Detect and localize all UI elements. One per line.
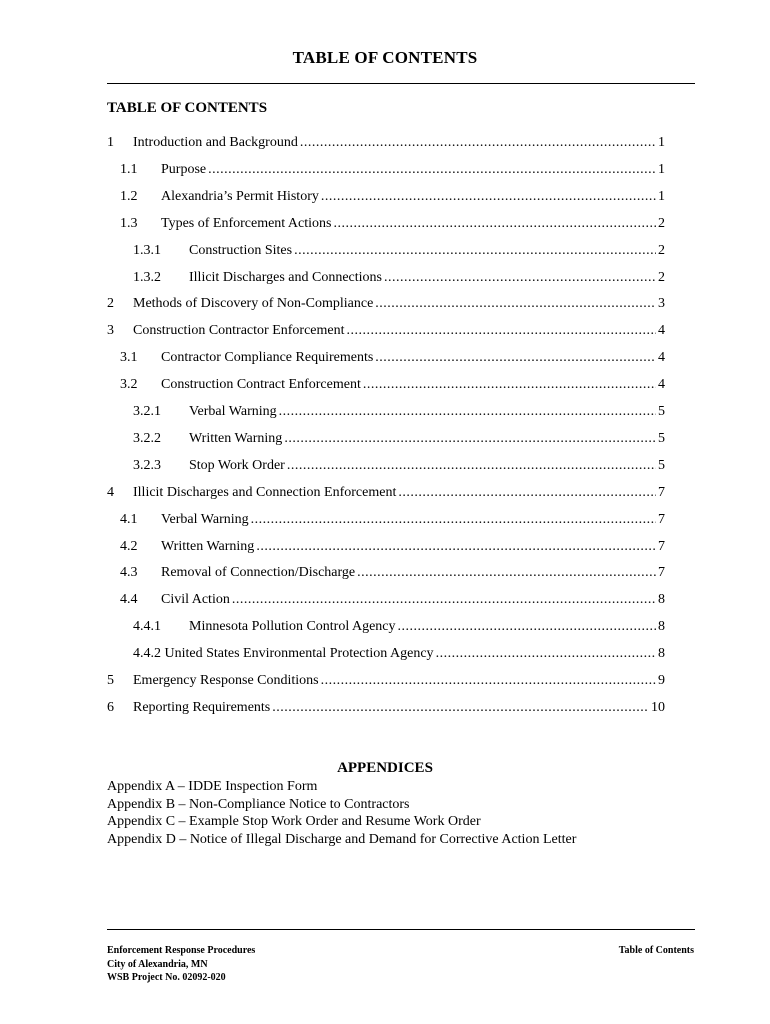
toc-dot-leader [287, 455, 656, 477]
toc-entry-number: 3 [107, 323, 114, 339]
toc-entry-number: 3.2 [120, 377, 138, 393]
toc-entry-title: Emergency Response Conditions [133, 673, 319, 688]
toc-entry-title: United States Environmental Protection Agency [164, 646, 434, 662]
toc-entry-title: Construction Contractor Enforcement [133, 323, 345, 339]
toc-entry-page: 7 [658, 484, 665, 500]
footer-left [107, 944, 255, 985]
toc-entry-page: 1 [658, 135, 665, 150]
toc-entry-page: 7 [658, 538, 665, 554]
toc-entry-number: 3.2.2 [133, 430, 161, 446]
toc-entry[interactable] [0, 320, 770, 342]
toc-dot-leader [375, 347, 656, 369]
toc-entry-page: 2 [658, 269, 665, 285]
toc-dot-leader [232, 589, 656, 611]
toc-heading: TABLE OF CONTENTS [107, 100, 268, 116]
toc-entry-title: Verbal Warning [189, 404, 277, 419]
toc-entry-title: Civil Action [161, 592, 230, 608]
toc-entry[interactable] [0, 401, 770, 423]
toc-entry-page: 4 [658, 323, 665, 339]
page-title: TABLE OF CONTENTS [292, 48, 478, 67]
toc-entry-title: Contractor Compliance Requirements [161, 350, 374, 366]
toc-entry-line [189, 455, 665, 477]
toc-entry-title: Illicit Discharges and Connection Enforcement [133, 484, 397, 500]
toc-entry-title: Alexandria’s Permit History [161, 188, 319, 204]
toc-entry-title: Illicit Discharges and Connections [189, 269, 382, 285]
toc-dot-leader [436, 643, 656, 665]
toc-entry-number: 4.4 [120, 592, 138, 608]
toc-entry-line [133, 132, 665, 154]
toc-entry[interactable] [0, 267, 770, 289]
toc-entry-title: Verbal Warning [161, 511, 249, 527]
toc-entry-page: 3 [658, 296, 665, 312]
toc-entry-page: 10 [651, 699, 665, 715]
toc-entry-number: 1.3.1 [133, 242, 161, 258]
toc-entry-number: 5 [107, 673, 114, 688]
toc-entry-number: 6 [107, 699, 114, 715]
toc-entry-number: 3.2.3 [133, 457, 161, 473]
toc-entry-number: 4.4.1 [133, 619, 161, 635]
toc-entry-number: 4.4.2 [133, 646, 161, 662]
toc-dot-leader [357, 562, 656, 584]
toc-entry-page: 1 [658, 161, 665, 177]
toc-entry-title: Written Warning [161, 538, 255, 554]
toc-dot-leader [347, 320, 657, 342]
appendix-list [107, 778, 576, 848]
toc-entry-page: 5 [658, 430, 665, 446]
toc-entry-number: 1.3 [120, 215, 138, 231]
toc-entry[interactable] [0, 562, 770, 584]
toc-entry-page: 2 [658, 215, 665, 231]
toc-entry[interactable] [0, 347, 770, 369]
toc-entry-number: 4.3 [120, 565, 138, 581]
toc-entry-line [133, 643, 665, 665]
footer-city: City of Alexandria, MN [107, 958, 208, 970]
toc-entry-title: Minnesota Pollution Control Agency [189, 619, 396, 635]
toc-entry-line [133, 293, 665, 315]
toc-entry[interactable] [0, 186, 770, 208]
toc-entry-title: Construction Sites [189, 242, 293, 258]
toc-dot-leader [284, 428, 656, 450]
toc-entry-line [161, 509, 665, 531]
toc-dot-leader [300, 132, 656, 154]
toc-dot-leader [251, 509, 656, 531]
toc-entry-line [133, 482, 665, 504]
toc-dot-leader [279, 401, 656, 423]
toc-dot-leader [375, 293, 656, 315]
toc-dot-leader [256, 536, 656, 558]
toc-entry-line [161, 589, 665, 611]
toc-entry-title: Methods of Discovery of Non-Compliance [133, 296, 374, 312]
toc-entry[interactable] [0, 509, 770, 531]
toc-entry[interactable] [0, 536, 770, 558]
toc-entry[interactable] [0, 697, 770, 719]
toc-dot-leader [321, 670, 656, 692]
toc-dot-leader [333, 213, 656, 235]
toc-entry[interactable] [0, 293, 770, 315]
toc-entry-line [189, 401, 665, 423]
toc-entry-line [189, 240, 665, 262]
toc-entry-page: 2 [658, 242, 665, 258]
toc-entry-line [161, 213, 665, 235]
toc-entry[interactable] [0, 159, 770, 181]
toc-entry-number: 3.2.1 [133, 404, 161, 419]
toc-entry-line [133, 670, 665, 692]
toc-entry-title: Purpose [161, 161, 207, 177]
toc-dot-leader [294, 240, 656, 262]
toc-entry-number: 4.1 [120, 511, 138, 527]
toc-entry-title: Reporting Requirements [133, 699, 271, 715]
toc-entry-line [161, 374, 665, 396]
toc-entry-title: Stop Work Order [189, 457, 285, 473]
toc-entry-line [189, 428, 665, 450]
toc-entry-number-title [133, 643, 434, 665]
toc-entry-line [133, 697, 665, 719]
toc-entry[interactable] [0, 213, 770, 235]
toc-entry-line [161, 347, 665, 369]
toc-entry-number: 4.2 [120, 538, 138, 554]
toc-entry[interactable] [0, 132, 770, 154]
toc-entry-title: Introduction and Background [133, 135, 298, 150]
toc-dot-leader [208, 159, 656, 181]
toc-dot-leader [321, 186, 656, 208]
footer-document-name: Enforcement Response Procedures [107, 945, 256, 956]
toc-dot-leader [398, 482, 656, 504]
toc-entry-page: 8 [658, 646, 665, 662]
toc-entry-line [133, 320, 665, 342]
toc-entry[interactable] [0, 428, 770, 450]
appendix-item: Appendix C – Example Stop Work Order and Resume Work Order [107, 814, 481, 829]
toc-entry-number: 2 [107, 296, 114, 312]
bottom-divider [107, 929, 695, 930]
toc-entry[interactable] [0, 670, 770, 692]
toc-entry[interactable] [0, 482, 770, 504]
toc-entry-page: 4 [658, 350, 665, 366]
footer-project-number: WSB Project No. 02092-020 [107, 972, 226, 983]
toc-entry-title: Removal of Connection/Discharge [161, 565, 356, 581]
toc-dot-leader [384, 267, 656, 289]
toc-entry-line [161, 186, 665, 208]
appendix-item: Appendix B – Non-Compliance Notice to Contractors [107, 796, 410, 812]
toc-entry[interactable] [0, 455, 770, 477]
toc-dot-leader [363, 374, 656, 396]
toc-entry-number: 1 [107, 135, 114, 150]
toc-entry-page: 8 [658, 619, 665, 635]
toc-entry-page: 9 [658, 673, 665, 688]
toc-entry[interactable] [0, 616, 770, 638]
appendix-item: Appendix D – Notice of Illegal Discharge and Demand for Corrective Action Letter [107, 831, 577, 847]
toc-entry-page: 5 [658, 404, 665, 419]
toc-entry-title: Construction Contract Enforcement [161, 377, 361, 393]
toc-entry[interactable] [0, 240, 770, 262]
toc-entry-page: 5 [658, 457, 665, 473]
appendix-item: Appendix A – IDDE Inspection Form [107, 779, 318, 794]
toc-entry-page: 1 [658, 188, 665, 204]
toc-entry-line [161, 159, 665, 181]
appendices-title: APPENDICES [337, 760, 433, 776]
toc-entry-number: 4 [107, 484, 114, 500]
toc-entry-line [189, 616, 665, 638]
toc-entry-number: 1.3.2 [133, 269, 161, 285]
toc-entry-page: 7 [658, 565, 665, 581]
toc-dot-leader [272, 697, 649, 719]
toc-entry-title: Types of Enforcement Actions [161, 215, 332, 231]
toc-dot-leader [398, 616, 657, 638]
toc-entry-line [161, 562, 665, 584]
toc-entry-line [189, 267, 665, 289]
toc-entry[interactable] [0, 643, 770, 665]
toc-entry-page: 7 [658, 511, 665, 527]
toc-entry-page: 4 [658, 377, 665, 393]
toc-entry[interactable] [0, 589, 770, 611]
toc-entry-line [161, 536, 665, 558]
toc-entry-number: 1.2 [120, 188, 138, 204]
toc-entry-number: 1.1 [120, 161, 138, 177]
toc-entry-number: 3.1 [120, 350, 138, 366]
toc-entry[interactable] [0, 374, 770, 396]
top-divider [107, 83, 695, 84]
toc-entry-page: 8 [658, 592, 665, 608]
footer-section-label: Table of Contents [618, 945, 694, 956]
toc-entry-title: Written Warning [189, 430, 283, 446]
